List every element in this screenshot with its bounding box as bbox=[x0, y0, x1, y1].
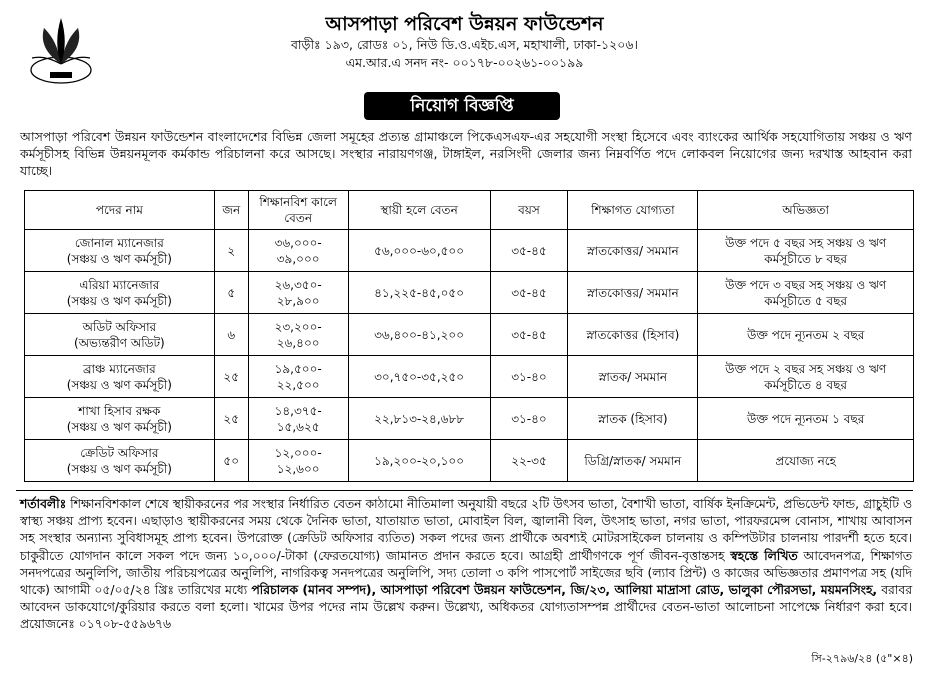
education-cell-text: স্নাতকোত্তর (হিসাব) bbox=[586, 327, 680, 342]
table-row bbox=[25, 398, 914, 440]
education-cell bbox=[568, 398, 698, 440]
mra-certificate-number: এম.আর.এ সনদ নং- ০০১৭৮-০০২৬১-০০১৯৯ bbox=[345, 55, 584, 70]
age-cell-text: ৩৫-৪৫ bbox=[511, 243, 547, 258]
age-cell bbox=[490, 356, 568, 398]
experience-cell-text: উক্ত পদে ন্যূনতম ২ বছর bbox=[746, 327, 865, 342]
experience-cell-text: উক্ত পদে ৫ বছর সহ সঞ্চয় ও ঋণ কর্মসূচীতে ৮ বছর bbox=[725, 235, 887, 266]
count-cell-text: ৫ bbox=[227, 285, 236, 300]
age-cell bbox=[490, 398, 568, 440]
education-cell-text: স্নাতক (হিসাব) bbox=[598, 411, 668, 426]
trainee-salary-cell bbox=[248, 230, 348, 272]
post-cell-text: ক্রেডিট অফিসার bbox=[80, 445, 159, 460]
trainee-salary-cell-text: ১২,০০০- bbox=[274, 445, 322, 460]
experience-cell-text: উক্ত পদে ২ বছর সহ সঞ্চয় ও ঋণ কর্মসূচীতে ৪ বছর bbox=[725, 361, 887, 392]
count-cell bbox=[214, 440, 248, 482]
experience-cell bbox=[698, 440, 914, 482]
trainee-salary-cell-text: ২৬,৩৫০- bbox=[274, 277, 322, 292]
age-cell-text: ৩১-৪০ bbox=[511, 369, 547, 384]
education-cell bbox=[568, 230, 698, 272]
post-cell-text: ব্রাঞ্চ ম্যানেজার bbox=[82, 361, 156, 376]
trainee-salary-cell bbox=[248, 356, 348, 398]
trainee-salary-cell bbox=[248, 440, 348, 482]
organization-address: বাড়ীঃ ১৯৩, রোডঃ ০১, নিউ ডি.ও.এইচ.এস, মহাখালী, ঢাকা-১২০৬। bbox=[290, 37, 639, 52]
post-cell-text: জোনাল ম্যানেজার bbox=[74, 235, 164, 250]
education-cell-text: স্নাতকোত্তর/ সমমান bbox=[587, 243, 679, 258]
table-row bbox=[25, 230, 914, 272]
permanent-salary-cell bbox=[348, 440, 490, 482]
vacancy-rows bbox=[25, 230, 914, 482]
education-cell-text: স্নাতক/ সমমান bbox=[598, 369, 667, 384]
permanent-salary-cell bbox=[348, 398, 490, 440]
table-row bbox=[25, 272, 914, 314]
permanent-salary-cell-text: ৩৬,৪০০-৪১,২০০ bbox=[374, 327, 465, 342]
experience-cell bbox=[698, 272, 914, 314]
permanent-salary-cell-text: ৪১,২২৫-৪৫,০৫০ bbox=[374, 285, 464, 300]
age-cell bbox=[490, 440, 568, 482]
post-cell-text: (সঞ্চয় ও ঋণ কর্মসূচী) bbox=[66, 419, 172, 434]
post-cell-text: (সঞ্চয় ও ঋণ কর্মসূচী) bbox=[66, 461, 172, 476]
trainee-salary-cell bbox=[248, 398, 348, 440]
trainee-salary-cell-text: ১৯,৫০০- bbox=[274, 361, 322, 376]
count-cell-text: ২৫ bbox=[223, 411, 240, 426]
trainee-salary-cell-text: ১৪,৩৭৫- bbox=[274, 403, 322, 418]
count-cell bbox=[214, 230, 248, 272]
experience-cell-text: উক্ত পদে ন্যূনতম ১ বছর bbox=[746, 411, 865, 426]
trainee-salary-cell-text: ৩৬,০০০- bbox=[274, 235, 322, 250]
terms-handwritten-note: স্বহস্তে লিখিত bbox=[730, 548, 798, 563]
column-header-trainee-salary: শিক্ষানবিশ কালে বেতন bbox=[248, 191, 348, 230]
table-row bbox=[25, 440, 914, 482]
terms-label: শর্তাবলীঃ bbox=[20, 497, 67, 511]
age-cell-text: ২২-৩৫ bbox=[511, 453, 547, 468]
post-cell-text: (সঞ্চয় ও ঋণ কর্মসূচী) bbox=[66, 377, 172, 392]
trainee-salary-cell-text: ২৩,২০০- bbox=[274, 319, 322, 334]
column-header-post: পদের নাম bbox=[25, 191, 215, 230]
table-row bbox=[25, 314, 914, 356]
age-cell-text: ৩৫-৪৫ bbox=[511, 285, 547, 300]
terms-text-3: বরাবর আবেদন ডাকযোগে/কুরিয়ার করতে বলা হলো। খামের উপর পদের নাম উল্লেখ করুন। উল্লেখ্য, অধিকতর যোগ্যতাসম্পন্ন প্রার্থীদের বেতন-ভাতা আলোচনা সাপেক্ষে নির্ধারণ করা হবে। প্রয়োজনেঃ ০১৭০৮-৫৫৯৬৭৬ bbox=[20, 583, 912, 632]
column-header-permanent-salary: স্থায়ী হলে বেতন bbox=[348, 191, 490, 230]
experience-cell bbox=[698, 314, 914, 356]
terms-text-2: আবেদনপত্র, শিক্ষাগত সনদপত্রের অনুলিপি, জাতীয় পরিচয়পত্রের অনুলিপি, নাগরিকত্ব সনদপত্রের অনুলিপি, সদ্য তোলা ৩ কপি পাসপোর্ট সাইজের ছবি (ল্যাব প্রিন্ট) ও কাজের অভিজ্ঞতার প্রমাণপত্র সহ (যদি থাকে) আগামী ০৫/০৫/২৪ খ্রিঃ তারিখের মধ্যে bbox=[20, 548, 912, 598]
experience-cell bbox=[698, 230, 914, 272]
post-cell-text: (অভ্যন্তরীণ অডিট) bbox=[73, 335, 165, 350]
post-cell-text: (সঞ্চয় ও ঋণ কর্মসূচী) bbox=[66, 251, 172, 266]
post-cell bbox=[25, 356, 215, 398]
education-cell bbox=[568, 440, 698, 482]
count-cell bbox=[214, 356, 248, 398]
post-cell bbox=[25, 230, 215, 272]
post-cell-text: (সঞ্চয় ও ঋণ কর্মসূচী) bbox=[66, 293, 172, 308]
column-header-age: বয়স bbox=[490, 191, 568, 230]
post-cell-text: অডিট অফিসার bbox=[82, 319, 157, 334]
count-cell bbox=[214, 398, 248, 440]
column-header-count: জন bbox=[214, 191, 248, 230]
ad-code: সি-২৭৯৬/২৪ (৫"×৪) bbox=[811, 652, 913, 665]
experience-cell-text: উক্ত পদে ৩ বছর সহ সঞ্চয় ও ঋণ কর্মসূচীতে ৫ বছর bbox=[725, 277, 887, 308]
permanent-salary-cell-text: ১৯,২০০-২০,১০০ bbox=[374, 453, 465, 468]
trainee-salary-cell-text: ৩৯,০০০ bbox=[276, 251, 320, 266]
trainee-salary-cell bbox=[248, 272, 348, 314]
experience-cell bbox=[698, 398, 914, 440]
column-header-education: শিক্ষাগত যোগ্যতা bbox=[568, 191, 698, 230]
organization-name: আসপাড়া পরিবেশ উন্নয়ন ফাউন্ডেশন bbox=[325, 13, 604, 35]
terms-text-1: শিক্ষানবিশকাল শেষে স্থায়ীকরনের পর সংস্থার নির্ধারিত বেতন কাঠামো নীতিমালা অনুযায়ী বছরে ২টি উৎসব ভাতা, বৈশাখী ভাতা, বার্ষিক ইনক্রিমেন্ট, প্রভিডেন্ট ফান্ড, গ্রাচুইটি ও স্বাস্থ্য সঞ্চয় প্রাপ্য হবেন। এছাড়াও স্থায়ীকরনের সময় থেকে দৈনিক ভাতা, যাতায়াত ভাতা, মোবাইল বিল, জ্বালানী বিল, উৎসাহ ভাতা, নগর ভাতা, পারফরমেন্স বোনাস, শাখায় আবাসন সহ সংস্থার অন্যান্য সুবিধাসমূহ প্রাপ্য হবেন। উপরোক্ত (ক্রেডিট অফিসার ব্যতিত) সকল পদের জন্য প্রার্থীকে অবশ্যই মোটরসাইকেল চালনায় ও কম্পিউটার চালনায় পারদর্শী হতে হবে। চাকুরীতে যোগদান কালে সকল পদে জন্য ১০,০০০/-টাকা (ফেরতযোগ্য) জামানত প্রদান করতে হবে। আগ্রহী প্রার্থীগণকে পূর্ণ জীবন-বৃত্তান্তসহ bbox=[20, 497, 913, 563]
experience-cell-text: প্রযোজ্য নহে bbox=[775, 453, 836, 468]
trainee-salary-cell-text: ২৮,৯০০ bbox=[276, 293, 320, 308]
count-cell bbox=[214, 314, 248, 356]
count-cell-text: ৫০ bbox=[223, 453, 240, 468]
notice-title: নিয়োগ বিজ্ঞপ্তি bbox=[364, 92, 560, 120]
experience-cell bbox=[698, 356, 914, 398]
post-cell bbox=[25, 314, 215, 356]
permanent-salary-cell-text: ৩০,৭৫০-৩৫,২৫০ bbox=[374, 369, 465, 384]
trainee-salary-cell-text: ২২,৫০০ bbox=[276, 377, 320, 392]
post-cell bbox=[25, 272, 215, 314]
count-cell bbox=[214, 272, 248, 314]
divider bbox=[16, 490, 913, 491]
intro-paragraph: আসপাড়া পরিবেশ উন্নয়ন ফাউন্ডেশন বাংলাদেশের বিভিন্ন জেলা সমূহের প্রত্যন্ত গ্রামাঞ্চলে পিকেএসএফ-এর সহযোগী সংস্থা হিসেবে এবং ব্যাংকের আর্থিক সহযোগিতায় সঞ্চয় ও ঋণ কর্মসূচীসহ বিভিন্ন উন্নয়নমূলক কর্মকান্ড পরিচালনা করে আসছে। সংস্থার নারায়ণগঞ্জ, টাঙ্গাইল, নরসিংদী জেলার জন্য নিম্নবর্ণিত পদে লোকবল নিয়োগের জন্য দরখাস্ত আহবান করা যাচ্ছে। bbox=[20, 129, 912, 178]
permanent-salary-cell-text: ২২,৮১৩-২৪,৬৮৮ bbox=[374, 411, 465, 426]
job-advertisement bbox=[6, 6, 923, 673]
age-cell bbox=[490, 272, 568, 314]
post-cell-text: এরিয়া ম্যানেজার bbox=[79, 277, 160, 292]
column-header-experience: অভিজ্ঞতা bbox=[698, 191, 914, 230]
age-cell-text: ৩৫-৪৫ bbox=[511, 327, 547, 342]
permanent-salary-cell-text: ৫৬,০০০-৬০,৫০০ bbox=[374, 243, 465, 258]
terms-application-address: পরিচালক (মানব সম্পদ), আসপাড়া পরিবেশ উন্নয়ন ফাউন্ডেশন, জি/২৩, আলিয়া মাদ্রাসা রোড, ভালুকা পৌরসভা, ময়মনসিংহ, bbox=[251, 583, 878, 598]
trainee-salary-cell-text: ১৫,৬২৫ bbox=[276, 419, 320, 434]
permanent-salary-cell bbox=[348, 356, 490, 398]
education-cell bbox=[568, 356, 698, 398]
education-cell-text: স্নাতকোত্তর/ সমমান bbox=[587, 285, 679, 300]
vacancy-table bbox=[24, 190, 914, 482]
education-cell bbox=[568, 314, 698, 356]
trainee-salary-cell bbox=[248, 314, 348, 356]
post-cell-text: শাখা হিসাব রক্ষক bbox=[78, 403, 161, 418]
education-cell-text: ডিগ্রি/স্নাতক/ সমমান bbox=[584, 453, 682, 468]
trainee-salary-cell-text: ১২,৬০০ bbox=[276, 461, 320, 476]
post-cell bbox=[25, 398, 215, 440]
age-cell-text: ৩১-৪০ bbox=[511, 411, 547, 426]
trainee-salary-cell-text: ২৬,৪০০ bbox=[276, 335, 320, 350]
terms-paragraph bbox=[20, 496, 912, 634]
count-cell-text: ২৫ bbox=[223, 369, 240, 384]
table-row bbox=[25, 356, 914, 398]
age-cell bbox=[490, 230, 568, 272]
post-cell bbox=[25, 440, 215, 482]
organization-header bbox=[6, 12, 923, 72]
education-cell bbox=[568, 272, 698, 314]
count-cell-text: ৬ bbox=[227, 327, 236, 342]
table-header-row bbox=[25, 191, 914, 230]
permanent-salary-cell bbox=[348, 230, 490, 272]
permanent-salary-cell bbox=[348, 314, 490, 356]
age-cell bbox=[490, 314, 568, 356]
count-cell-text: ২ bbox=[227, 243, 236, 258]
permanent-salary-cell bbox=[348, 272, 490, 314]
